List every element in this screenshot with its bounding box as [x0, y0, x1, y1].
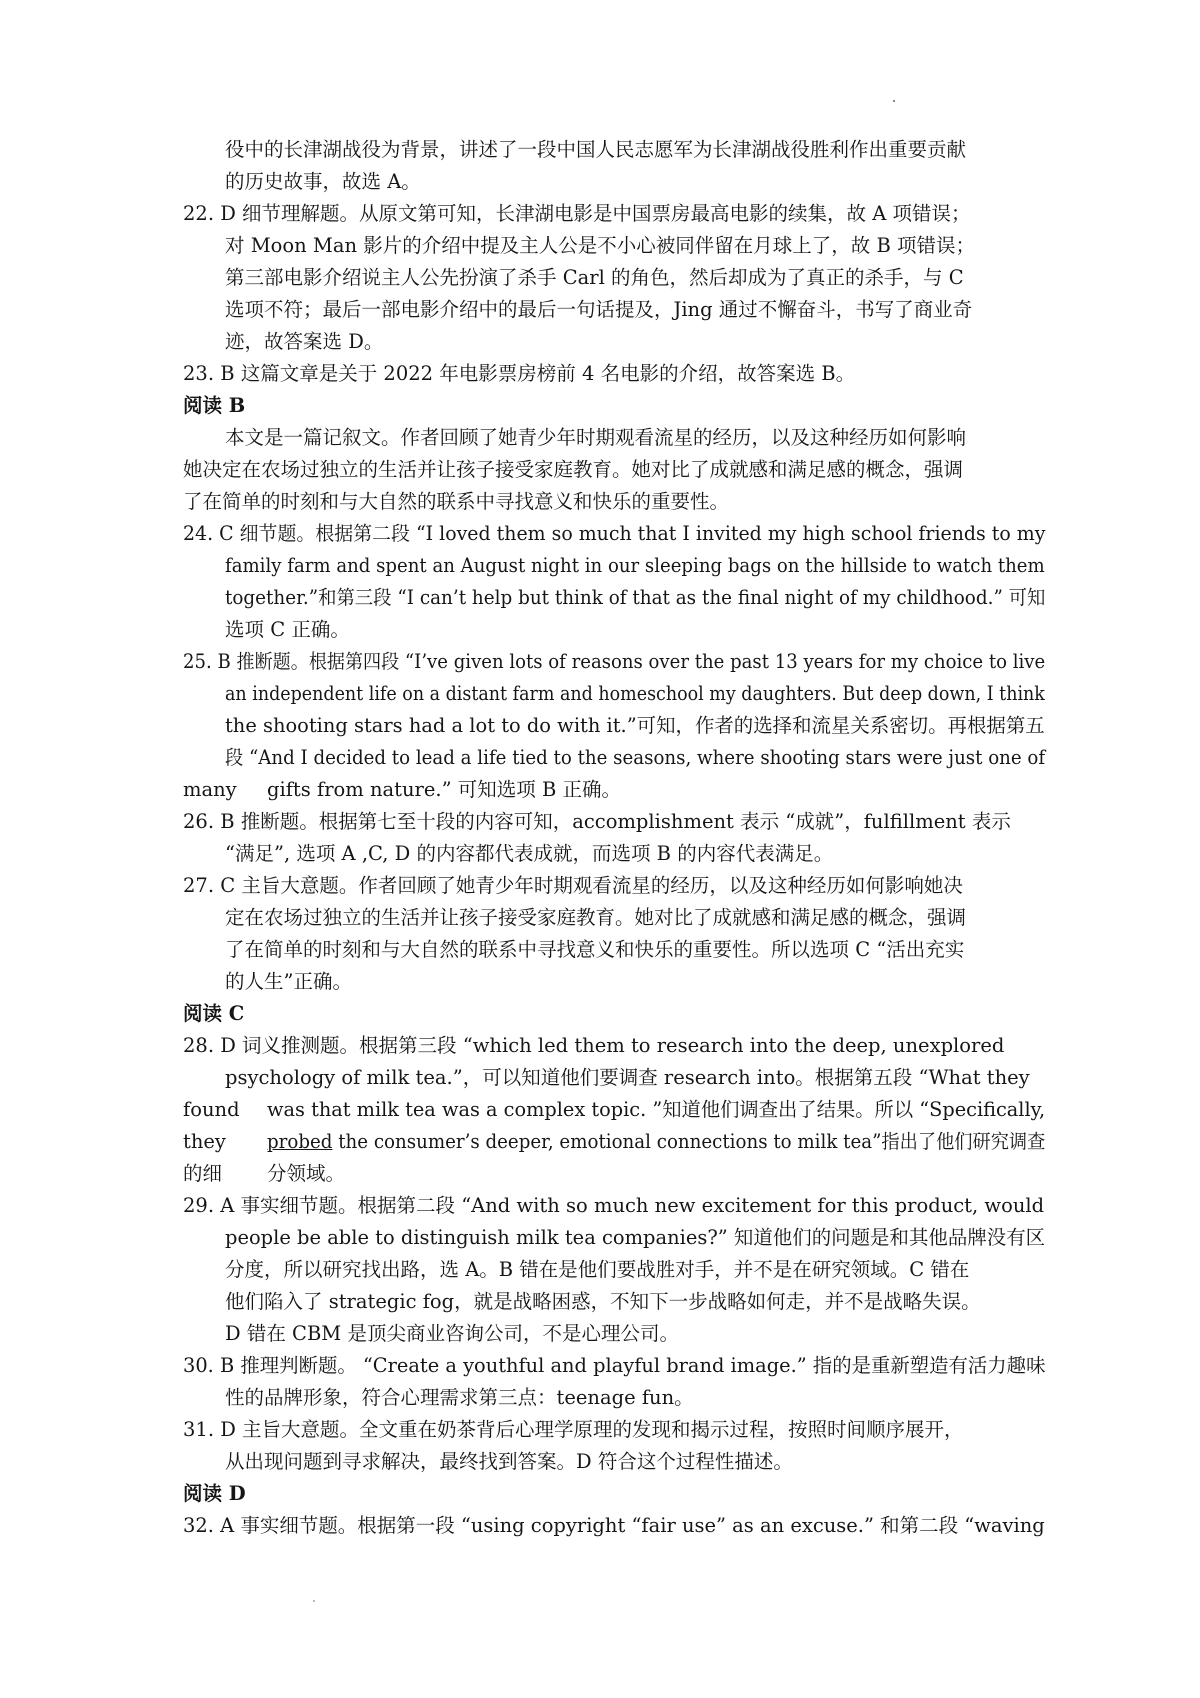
section-heading: 阅读 C: [183, 1002, 245, 1025]
text-line: 的人生”正确。: [225, 970, 352, 993]
text-line: 了在简单的时刻和与大自然的联系中寻找意义和快乐的重要性。所以选项 C “活出充实: [225, 938, 965, 961]
question-32: 32. A 事实细节题。根据第一段 “using copyright “fair use” as an excuse.” 和第二段 “waving: [183, 1514, 1045, 1537]
text-line: 从出现问题到寻求解决，最终找到答案。D 符合这个过程性描述。: [225, 1450, 793, 1473]
text-line: 选项 C 正确。: [225, 618, 350, 641]
text-line: 的历史故事，故选 A。: [225, 170, 421, 193]
text-line: 她决定在农场过独立的生活并让孩子接受家庭教育。她对比了成就感和满足感的概念，强调: [183, 458, 964, 481]
question-31: 31. D 主旨大意题。全文重在奶茶背后心理学原理的发现和揭示过程，按照时间顺序展开，: [183, 1418, 964, 1441]
text-line: 分领域。: [267, 1162, 346, 1185]
text-line: 本文是一篇记叙文。作者回顾了她青少年时期观看流星的经历，以及这种经历如何影响: [225, 426, 967, 449]
section-heading: 阅读 D: [183, 1482, 246, 1505]
text-line: 了在简单的时刻和与大自然的联系中寻找意义和快乐的重要性。: [183, 490, 730, 513]
text-fragment: 的细: [183, 1162, 223, 1185]
section-heading: 阅读 B: [183, 394, 246, 417]
text-line: 役中的长津湖战役为背景，讲述了一段中国人民志愿军为长津湖战役胜利作出重要贡献: [225, 138, 967, 161]
text-line: 他们陷入了 strategic fog，就是战略困惑，不知下一步战略如何走，并不是战略失误。: [225, 1290, 981, 1313]
question-24: 24. C 细节题。根据第二段 “I loved them so much that I invited my high school friends to my: [183, 522, 1046, 545]
text-fragment: many: [183, 778, 237, 801]
text-line: D 错在 CBM 是顶尖商业咨询公司，不是心理公司。: [225, 1322, 679, 1345]
text-line: family farm and spent an August night in our sleeping bags on the hillside to watch them: [225, 554, 1045, 577]
question-27: 27. C 主旨大意题。作者回顾了她青少年时期观看流星的经历，以及这种经历如何影响她决: [183, 874, 963, 897]
text-fragment: they: [183, 1130, 226, 1153]
text-line: an independent life on a distant farm and homeschool my daughters. But deep down, I think: [225, 682, 1045, 705]
question-22: 22. D 细节理解题。从原文第可知，长津湖电影是中国票房最高电影的续集，故 A 项错误；: [183, 202, 971, 225]
text-line: psychology of milk tea.”，可以知道他们要调查 research into。根据第五段 “What they: [225, 1066, 1030, 1089]
text-line: 第三部电影介绍说主人公先扮演了杀手 Carl 的角色，然后却成为了真正的杀手，与 C: [225, 266, 964, 289]
text-line: together.”和第三段 “I can’t help but think of that as the final night of my childhood.” 可知: [225, 586, 1046, 609]
question-26: 26. B 推断题。根据第七至十段的内容可知，accomplishment 表示 “成就”，fulfillment 表示: [183, 810, 1011, 833]
text-line: 段 “And I decided to lead a life tied to the seasons, where shooting stars were just one of: [225, 746, 1046, 769]
question-23: 23. B 这篇文章是关于 2022 年电影票房榜前 4 名电影的介绍，故答案选 B。: [183, 362, 856, 385]
text-line: 分度，所以研究找出路，选 A。B 错在是他们要战胜对手，并不是在研究领域。C 错在: [225, 1258, 970, 1281]
text-line: 性的品牌形象，符合心理需求第三点：teenage fun。: [225, 1386, 694, 1409]
text-fragment: found: [183, 1098, 240, 1121]
text-line: [267, 1125, 1045, 1158]
text-line: 对 Moon Man 影片的介绍中提及主人公是不小心被同伴留在月球上了，故 B 项错误；: [225, 234, 975, 257]
question-25: 25. B 推断题。根据第四段 “I’ve given lots of reasons over the past 13 years for my choice to live: [183, 650, 1046, 673]
scan-speck: [313, 1600, 315, 1602]
text-span: the consumer’s deeper, emotional connections to milk tea”指出了他们研究调查: [332, 1130, 1046, 1153]
text-line: “满足”, 选项 A ,C, D 的内容都代表成就，而选项 B 的内容代表满足。: [225, 842, 834, 865]
text-line: gifts from nature.” 可知选项 B 正确。: [267, 778, 621, 801]
question-30: 30. B 推理判断题。 “Create a youthful and playful brand image.” 指的是重新塑造有活力趣味: [183, 1354, 1046, 1377]
text-line: was that milk tea was a complex topic. ”知道他们调查出了结果。所以 “Specifically,: [267, 1098, 1046, 1121]
text-line: people be able to distinguish milk tea companies?” 知道他们的问题是和其他品牌没有区: [225, 1226, 1046, 1249]
text-line: the shooting stars had a lot to do with it.”可知，作者的选择和流星关系密切。再根据第五: [225, 714, 1045, 737]
scan-speck: [893, 100, 895, 102]
text-line: 迹，故答案选 D。: [225, 330, 384, 353]
question-29: 29. A 事实细节题。根据第二段 “And with so much new excitement for this product, would: [183, 1194, 1045, 1217]
text-line: 定在农场过独立的生活并让孩子接受家庭教育。她对比了成就感和满足感的概念，强调: [225, 906, 967, 929]
text-line: 选项不符；最后一部电影介绍中的最后一句话提及，Jing 通过不懈奋斗，书写了商业奇: [225, 298, 973, 321]
question-28: 28. D 词义推测题。根据第三段 “which led them to research into the deep, unexplored: [183, 1034, 1005, 1057]
underlined-word: probed: [267, 1130, 333, 1153]
